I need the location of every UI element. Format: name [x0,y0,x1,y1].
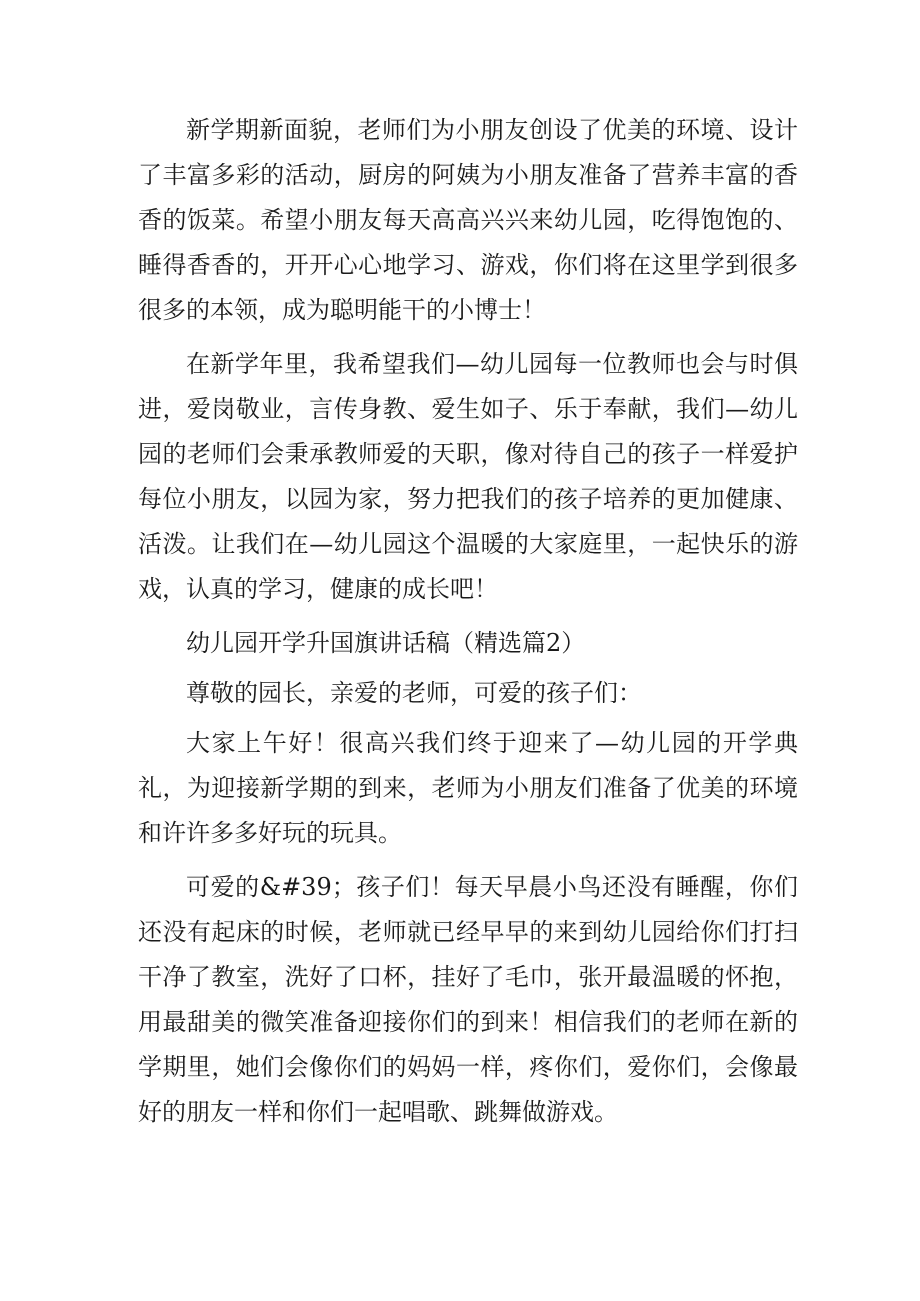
paragraph-dear-children: 可爱的&#39；孩子们！每天早晨小鸟还没有睡醒，你们还没有起床的时候，老师就已经早早的来到幼儿园给你们打扫干净了教室，洗好了口杯，挂好了毛巾，张开最温暖的怀抱，用最甜美的微笑准备迎接你们的到来！相信我们的老师在新的学期里，她们会像你们的妈妈一样，疼你们，爱你们，会像最好的朋友一样和你们一起唱歌、跳舞做游戏。 [138,873,798,1126]
paragraph-teachers-hope: 在新学年里，我希望我们—幼儿园每一位教师也会与时俱进，爱岗敬业，言传身教、爱生如子、乐于奉献，我们—幼儿园的老师们会秉承教师爱的天职，像对待自己的孩子一样爱护每位小朋友，以园为家，努力把我们的孩子培养的更加健康、活泼。让我们在—幼儿园这个温暖的大家庭里，一起快乐的游戏，认真的学习，健康的成长吧！ [138,350,798,603]
salutation: 尊敬的园长，亲爱的老师，可爱的孩子们： [186,679,642,707]
paragraph-greeting: 大家上午好！很高兴我们终于迎来了—幼儿园的开学典礼，为迎接新学期的到来，老师为小朋友们准备了优美的环境和许许多多好玩的玩具。 [138,729,798,847]
paragraph-new-semester: 新学期新面貌，老师们为小朋友创设了优美的环境、设计了丰富多彩的活动，厨房的阿姨为小朋友准备了营养丰富的香香的饭菜。希望小朋友每天高高兴兴来幼儿园，吃得饱饱的、睡得香香的，开开心心地学习、游戏，你们将在这里学到很多很多的本领，成为聪明能干的小博士！ [138,116,798,324]
section-heading: 幼儿园开学升国旗讲话稿（精选篇2） [186,629,586,657]
document-body [138,108,798,1144]
